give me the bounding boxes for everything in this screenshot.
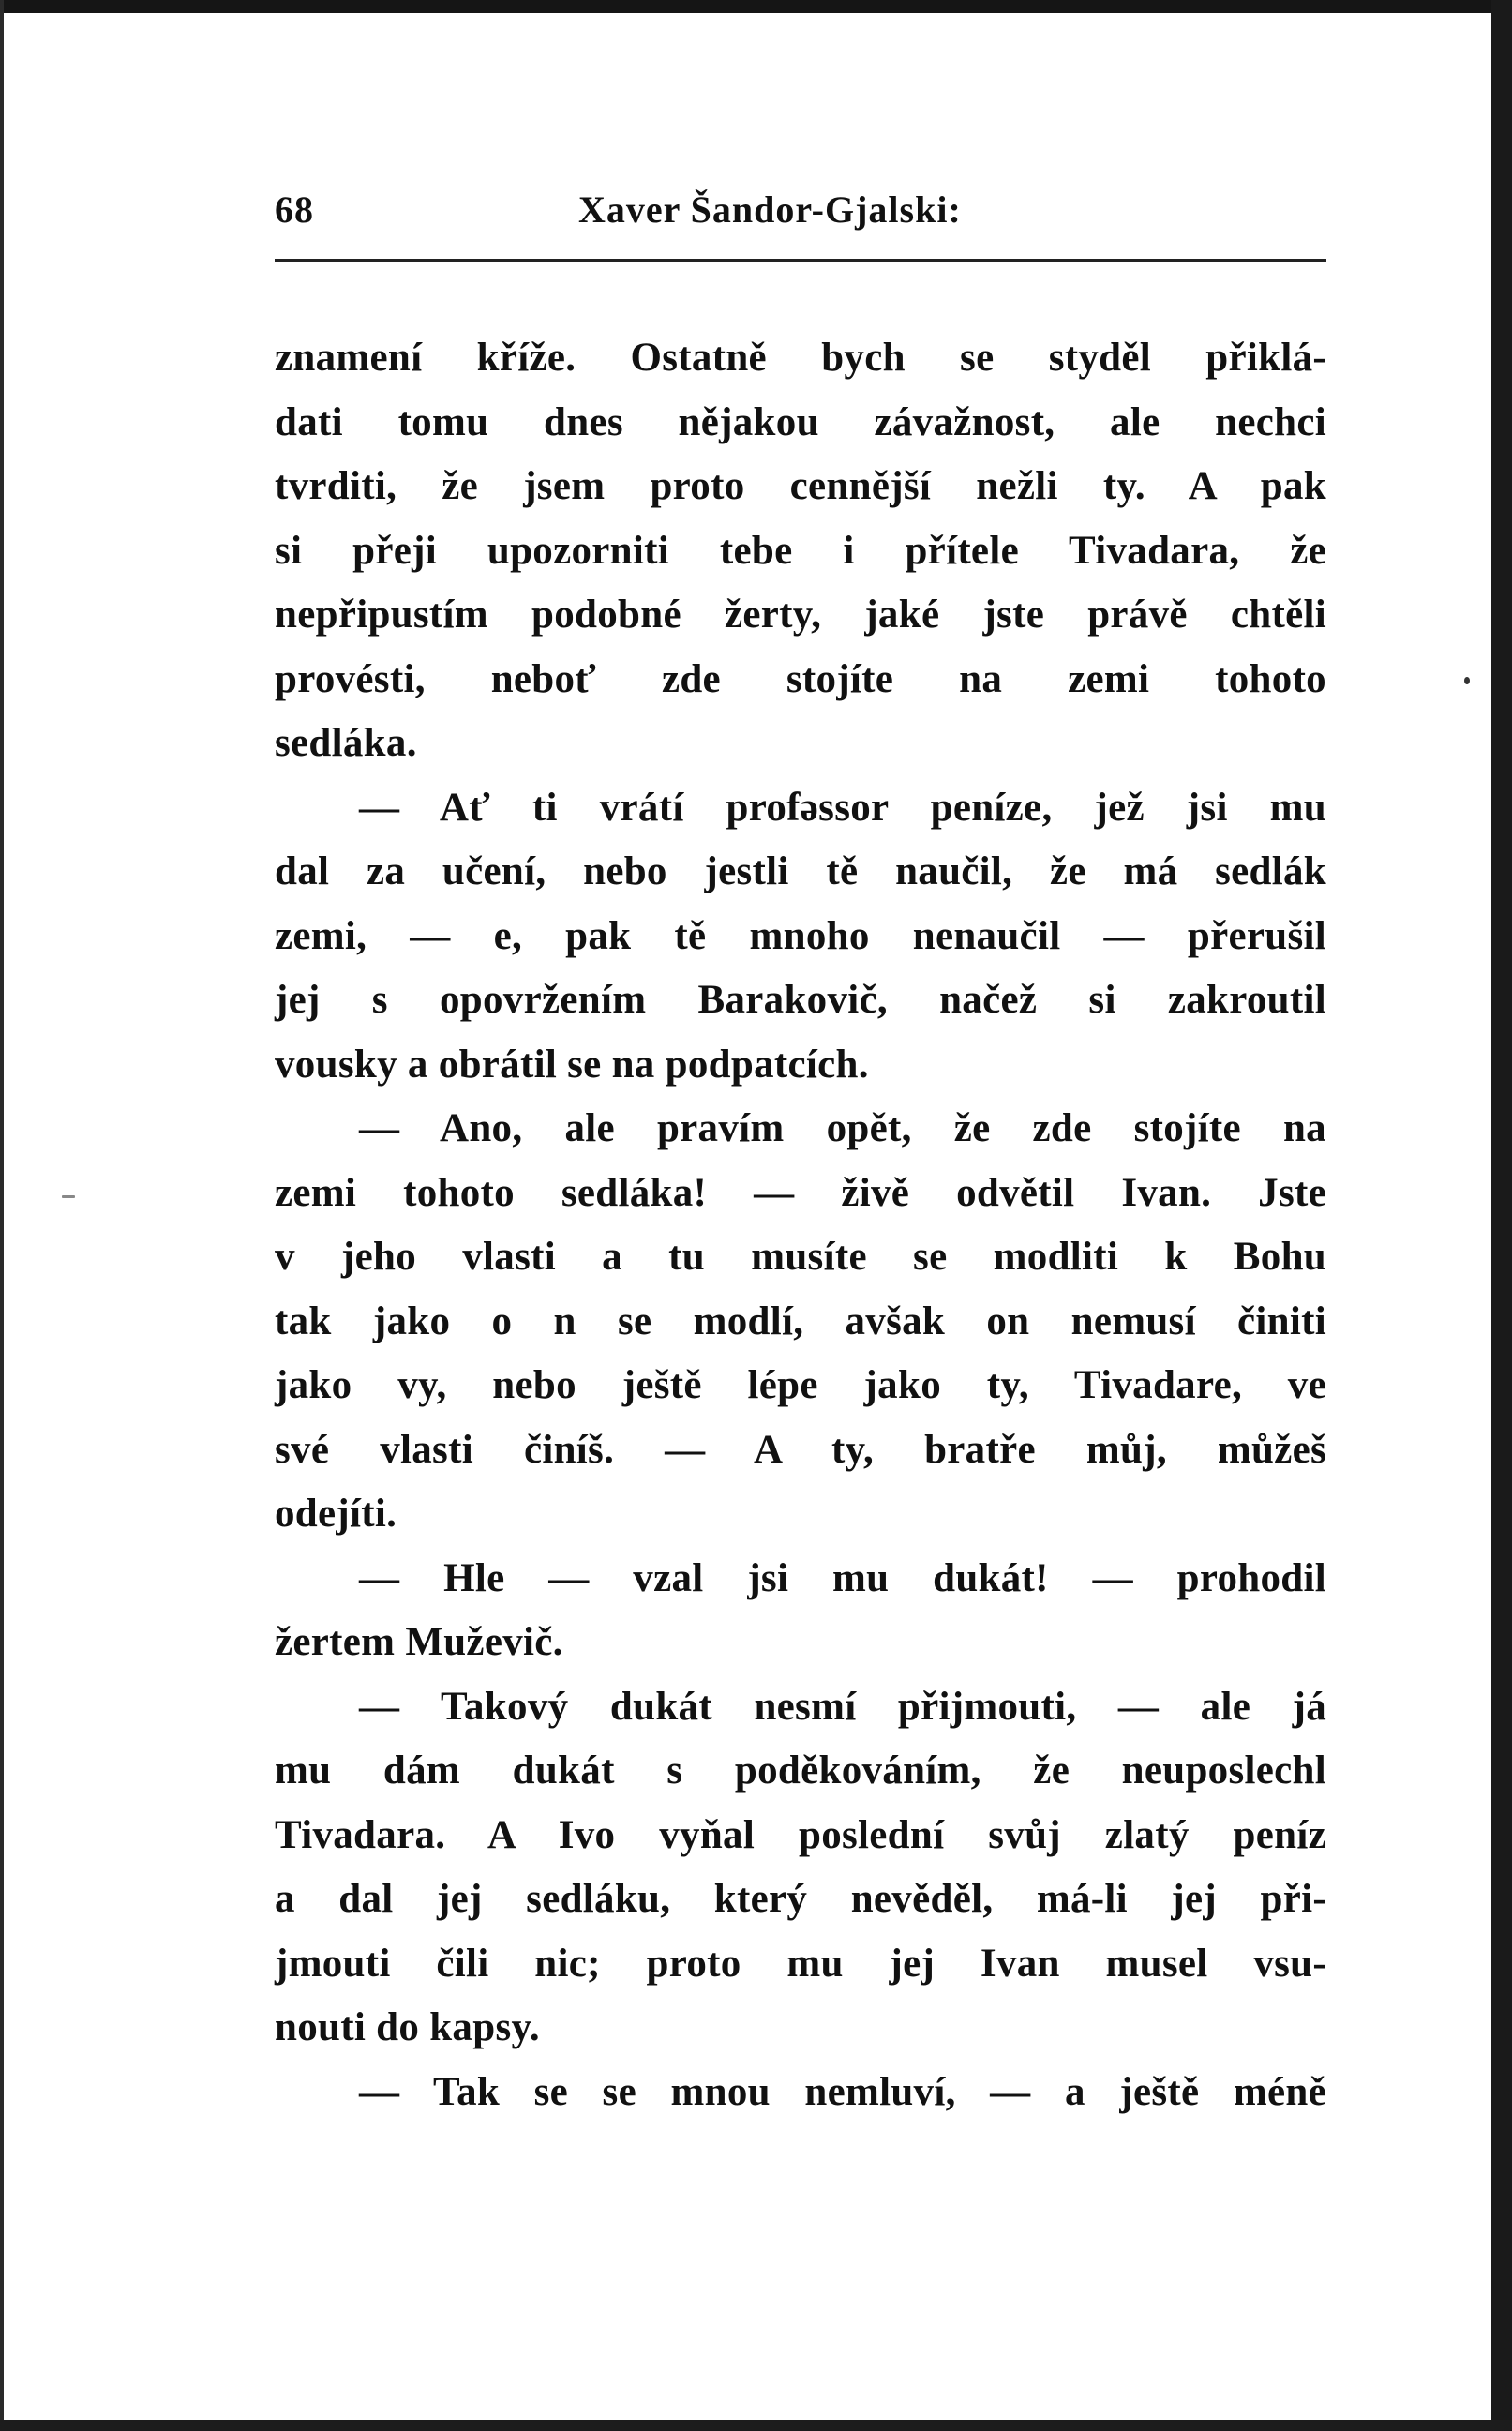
text-line: sedláka. bbox=[275, 721, 417, 765]
running-head bbox=[275, 188, 1326, 244]
scan-border-top bbox=[0, 0, 1512, 13]
text-line: tvrditi, že jsem proto cennější nežli ty. A pak bbox=[275, 464, 1326, 508]
text-line: Tivadara. A Ivo vyňal poslední svůj zlatý peníz bbox=[275, 1812, 1326, 1857]
text-line: jej s opovržením Barakovič, načež si zakroutil bbox=[275, 978, 1326, 1022]
text-line: své vlasti činíš. — A ty, bratře můj, můžeš bbox=[275, 1427, 1326, 1472]
text-line: tak jako o n se modlí, avšak on nemusí činiti bbox=[275, 1298, 1326, 1343]
book-page bbox=[275, 188, 1326, 2114]
text-line: nepřipustím podobné žerty, jaké jste právě chtěli bbox=[275, 593, 1326, 637]
text-line: jmouti čili nic; proto mu jej Ivan musel vsu- bbox=[275, 1941, 1326, 1986]
scan-speck bbox=[1464, 677, 1470, 684]
text-line: — Hle — vzal jsi mu dukát! — prohodil bbox=[359, 1555, 1326, 1600]
text-line: — Ať ti vrátí profəssor peníze, jež jsi mu bbox=[359, 785, 1326, 830]
text-line: odejíti. bbox=[275, 1492, 397, 1536]
text-line: mu dám dukát s poděkováním, že neuposlechl bbox=[275, 1748, 1326, 1793]
page-number: 68 bbox=[275, 188, 314, 231]
text-line: jako vy, nebo ještě lépe jako ty, Tivadare, ve bbox=[275, 1363, 1326, 1407]
text-line: dal za učení, nebo jestli tě naučil, že má sedlák bbox=[275, 849, 1326, 893]
scan-border-left bbox=[0, 0, 4, 2431]
text-line: — Tak se se mnou nemluví, — a ještě méně bbox=[359, 2069, 1326, 2114]
text-line: znamení kříže. Ostatně bych se styděl přiklá- bbox=[275, 336, 1326, 380]
text-line: vousky a obrátil se na podpatcích. bbox=[275, 1042, 869, 1087]
text-line: — Ano, ale pravím opět, že zde stojíte na bbox=[359, 1106, 1326, 1150]
running-title: Xaver Šandor-Gjalski: bbox=[578, 188, 962, 231]
text-line: nouti do kapsy. bbox=[275, 2005, 540, 2049]
scan-speck bbox=[62, 1195, 75, 1198]
text-line: a dal jej sedláku, který nevěděl, má-li jej při- bbox=[275, 1877, 1326, 1921]
text-line: zemi, — e, pak tě mnoho nenaučil — přerušil bbox=[275, 913, 1326, 958]
text-line: si přeji upozorniti tebe i přítele Tivadara, že bbox=[275, 528, 1326, 573]
text-line: žertem Muževič. bbox=[275, 1620, 563, 1664]
body-text bbox=[275, 326, 1326, 2124]
text-line: v jeho vlasti a tu musíte se modliti k Bohu bbox=[275, 1235, 1326, 1279]
text-line: zemi tohoto sedláka! — živě odvětil Ivan. Jste bbox=[275, 1170, 1326, 1215]
header-rule bbox=[275, 259, 1326, 262]
text-line: dati tomu dnes nějakou závažnost, ale nechci bbox=[275, 399, 1326, 444]
text-line: provésti, neboť zde stojíte na zemi tohoto bbox=[275, 656, 1326, 701]
text-line: — Takový dukát nesmí přijmouti, — ale já bbox=[359, 1684, 1326, 1729]
scan-border-bottom bbox=[0, 2420, 1512, 2431]
scan-border-right bbox=[1491, 0, 1512, 2431]
